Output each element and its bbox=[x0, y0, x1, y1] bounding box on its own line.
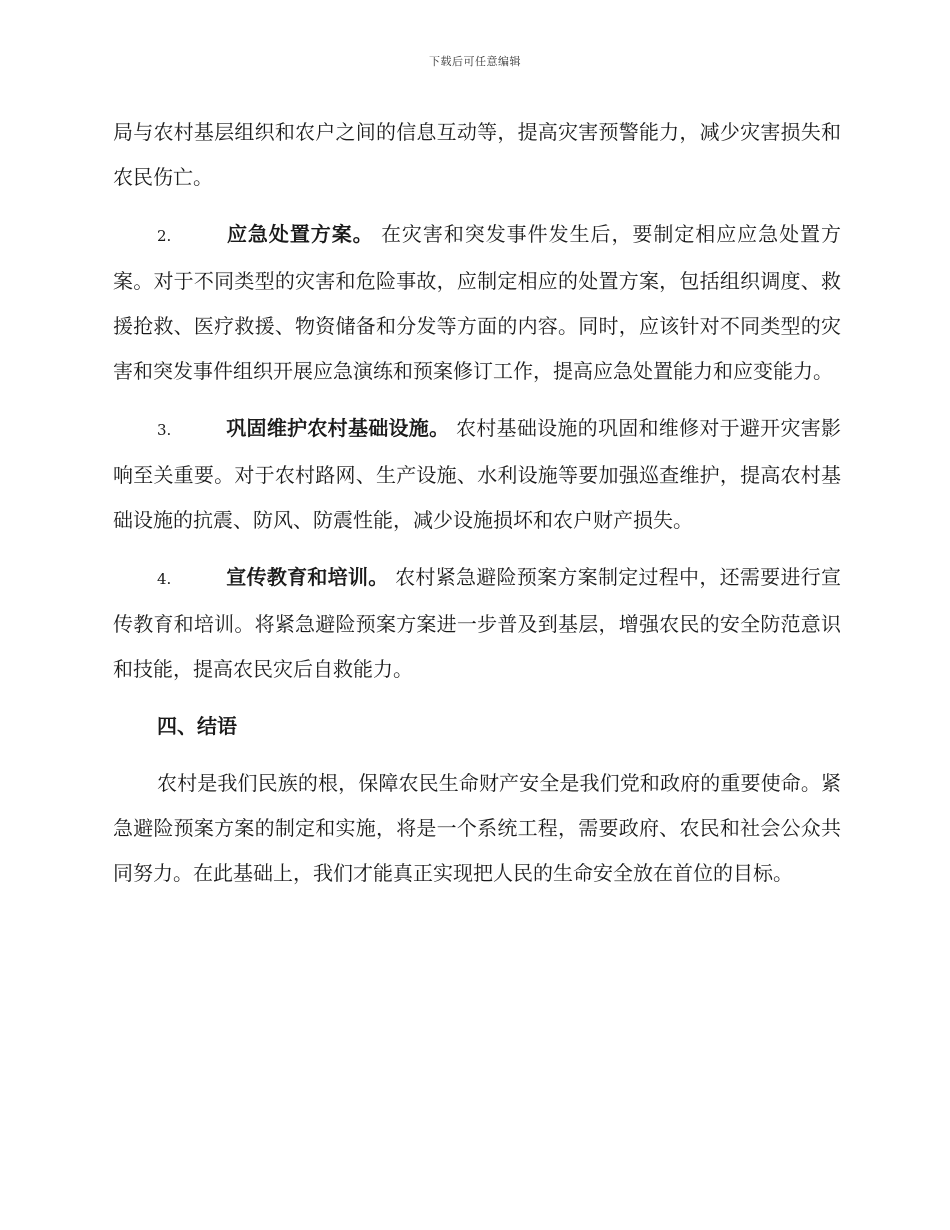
conclusion-paragraph: 农村是我们民族的根，保障农民生命财产安全是我们党和政府的重要使命。紧急避险预案方案的制定和实施，将是一个系统工程，需要政府、农民和社会公众共同努力。在此基础上，我们才能真正实现把人民的生命安全放在首位的目标。 bbox=[113, 771, 841, 885]
list-item-number: 3. bbox=[157, 421, 172, 439]
list-item-title: 巩固维护农村基础设施。 bbox=[226, 416, 450, 440]
list-item-number: 4. bbox=[157, 570, 172, 588]
list-item-number: 2. bbox=[157, 227, 172, 245]
page-header-note: 下载后可任意编辑 bbox=[429, 55, 521, 68]
list-item-text: 农村紧急避险预案方案制定过程中，还需要进行宣传教育和培训。将紧急避险预案方案进一步普及到基层，增强农民的安全防范意识和技能，提高农民灾后自救能力。 bbox=[113, 565, 842, 681]
intro-continuation-paragraph: 局与农村基层组织和农户之间的信息互动等，提高灾害预警能力，减少灾害损失和农民伤亡。 bbox=[113, 120, 841, 189]
list-item-title: 宣传教育和培训。 bbox=[226, 565, 389, 589]
document-body bbox=[113, 110, 841, 896]
list-item-2 bbox=[113, 212, 841, 394]
list-item-title: 应急处置方案。 bbox=[226, 222, 374, 246]
list-item-text: 在灾害和突发事件发生后，要制定相应应急处置方案。对于不同类型的灾害和危险事故，应制定相应的处置方案，包括组织调度、救援抢救、医疗救援、物资储备和分发等方面的内容。同时，应该针对不同类型的灾害和突发事件组织开展应急演练和预案修订工作，提高应急处置能力和应变能力。 bbox=[113, 222, 842, 383]
list-item-4 bbox=[113, 555, 841, 692]
list-item-3 bbox=[113, 406, 841, 543]
list-item-text: 农村基础设施的巩固和维修对于避开灾害影响至关重要。对于农村路网、生产设施、水利设施等要加强巡查维护，提高农村基础设施的抗震、防风、防震性能，减少设施损坏和农户财产损失。 bbox=[113, 416, 842, 532]
section-heading: 四、结语 bbox=[157, 714, 237, 738]
